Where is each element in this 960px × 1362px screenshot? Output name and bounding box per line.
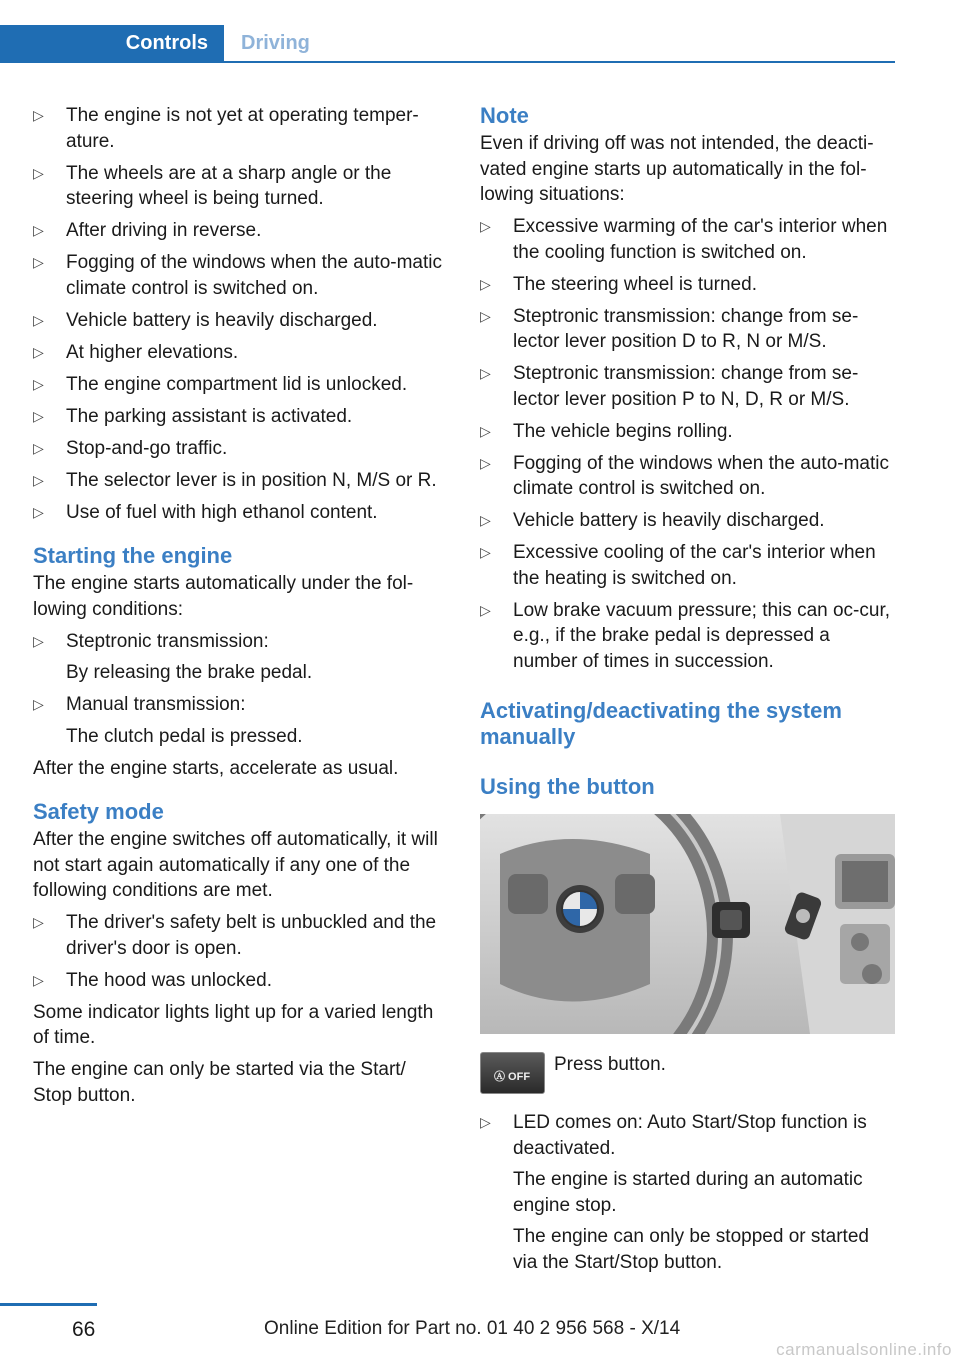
note-list (480, 214, 898, 674)
left-column (33, 103, 443, 1115)
list-item: ▷ Steptronic transmission: By releasing the brake pedal. (33, 630, 313, 683)
safety-list (33, 910, 443, 993)
list-item: ▷ Fogging of the windows when the auto‐matic climate control is switched on. (480, 452, 889, 499)
list-item: ▷ The steering wheel is turned. (480, 272, 898, 298)
page-number-bar (0, 1303, 97, 1306)
list-item: ▷ Vehicle battery is heavily discharged. (480, 508, 898, 534)
auto-start-stop-off-button-icon: Ⓐ OFF (480, 1052, 545, 1094)
edition-footer: Online Edition for Part no. 01 40 2 956 568 - X/14 (264, 1318, 681, 1339)
list-item: ▷ Steptronic transmission: change from se‐lector lever position D to R, N or M/S. (480, 305, 859, 352)
bullet-triangle-icon: ▷ (33, 914, 44, 930)
bullet-triangle-icon: ▷ (33, 407, 44, 424)
bullet-triangle-icon: ▷ (33, 503, 44, 520)
note-intro: Even if driving off was not intended, the deacti‐vated engine starts up automatically in the fol‐lowing situations: (480, 133, 874, 205)
safety-intro: After the engine switches off automatically, it will not start again automatically if any one of the following conditions are met. (33, 829, 438, 901)
press-button-text: Press button. (554, 1054, 666, 1075)
press-button-row (480, 1052, 898, 1096)
bullet-triangle-icon: ▷ (33, 222, 44, 238)
bullet-triangle-icon: ▷ (33, 343, 44, 360)
bullet-triangle-icon: ▷ (480, 544, 491, 560)
conditions-list (33, 103, 443, 525)
steering-wheel-photo (480, 814, 895, 1034)
list-item: ▷ At higher elevations. (33, 340, 443, 366)
list-item: ▷ The selector lever is in position N, M/S or R. (33, 468, 443, 494)
bullet-triangle-icon: ▷ (33, 164, 44, 181)
button-heading: Using the button (480, 774, 655, 799)
list-item: ▷ The engine is not yet at operating temper‐ature. (33, 105, 419, 152)
list-item: ▷ The wheels are at a sharp angle or the steering wheel is being turned. (33, 162, 392, 209)
start-stop-text: The engine can only be started via the Start/ Stop button. (33, 1059, 406, 1106)
list-item: ▷ LED comes on: Auto Start/Stop function is deactivated. The engine is started during an automatic engine stop. The engine can only be stopped or started via the Start/Stop button. (480, 1112, 869, 1273)
bullet-triangle-icon: ▷ (480, 454, 491, 471)
bullet-triangle-icon: ▷ (33, 696, 44, 712)
header-tabs (0, 25, 895, 63)
indicator-text: Some indicator lights light up for a varied length of time. (33, 1001, 434, 1048)
list-item: ▷ After driving in reverse. (33, 218, 443, 244)
tab-driving[interactable]: Driving (241, 32, 310, 54)
list-item: ▷ The hood was unlocked. (33, 968, 443, 994)
bullet-triangle-icon: ▷ (480, 1114, 491, 1130)
list-item: ▷ Manual transmission: The clutch pedal is pressed. (33, 694, 303, 747)
bullet-triangle-icon: ▷ (480, 218, 491, 234)
list-item: ▷ The engine compartment lid is unlocked. (33, 372, 443, 398)
bullet-triangle-icon: ▷ (480, 365, 491, 381)
safety-heading: Safety mode (33, 799, 164, 824)
bullet-triangle-icon: ▷ (480, 422, 491, 439)
bullet-triangle-icon: ▷ (33, 254, 44, 270)
bullet-triangle-icon: ▷ (33, 632, 44, 649)
bullet-triangle-icon: ▷ (480, 307, 491, 324)
starting-list (33, 629, 443, 750)
page-number: 66 (72, 1318, 96, 1341)
bullet-triangle-icon: ▷ (33, 971, 44, 988)
bullet-triangle-icon: ▷ (33, 311, 44, 328)
activate-heading: Activating/deactivating the system manually (480, 698, 842, 749)
list-item: ▷ Stop-and-go traffic. (33, 436, 443, 462)
bullet-triangle-icon: ▷ (480, 275, 491, 292)
starting-intro: The engine starts automatically under the fol‐lowing conditions: (33, 573, 414, 620)
watermark: carmanualsonline.info (776, 1340, 952, 1359)
list-item: ▷ The vehicle begins rolling. (480, 419, 898, 445)
tab-controls[interactable]: Controls (0, 25, 224, 61)
dashboard-illustration (480, 814, 895, 1034)
note-heading: Note (480, 103, 529, 128)
starting-heading: Starting the engine (33, 543, 233, 568)
list-item: ▷ Vehicle battery is heavily discharged. (33, 308, 443, 334)
after-start-text: After the engine starts, accelerate as usual. (33, 757, 399, 779)
bullet-triangle-icon: ▷ (33, 107, 44, 123)
list-item: ▷ The parking assistant is activated. (33, 404, 443, 430)
right-column (480, 103, 898, 1282)
list-item: ▷ Fogging of the windows when the auto‐matic climate control is switched on. (33, 252, 442, 299)
list-item: ▷ The driver's safety belt is unbuckled and the driver's door is open. (33, 912, 437, 959)
led-list (480, 1110, 898, 1275)
list-item: ▷ Steptronic transmission: change from se‐lector lever position P to N, D, R or M/S. (480, 363, 859, 410)
bullet-triangle-icon: ▷ (33, 439, 44, 456)
bullet-triangle-icon: ▷ (480, 601, 491, 618)
bullet-triangle-icon: ▷ (480, 512, 491, 528)
list-item: ▷ Excessive warming of the car's interior when the cooling function is switched on. (480, 216, 888, 263)
bullet-triangle-icon: ▷ (33, 375, 44, 392)
bullet-triangle-icon: ▷ (33, 471, 44, 488)
list-item: ▷ Excessive cooling of the car's interior when the heating is switched on. (480, 542, 876, 589)
list-item: ▷ Use of fuel with high ethanol content. (33, 500, 443, 526)
list-item: ▷ Low brake vacuum pressure; this can oc‐cur, e.g., if the brake pedal is depressed a number of times in succession. (480, 599, 891, 672)
